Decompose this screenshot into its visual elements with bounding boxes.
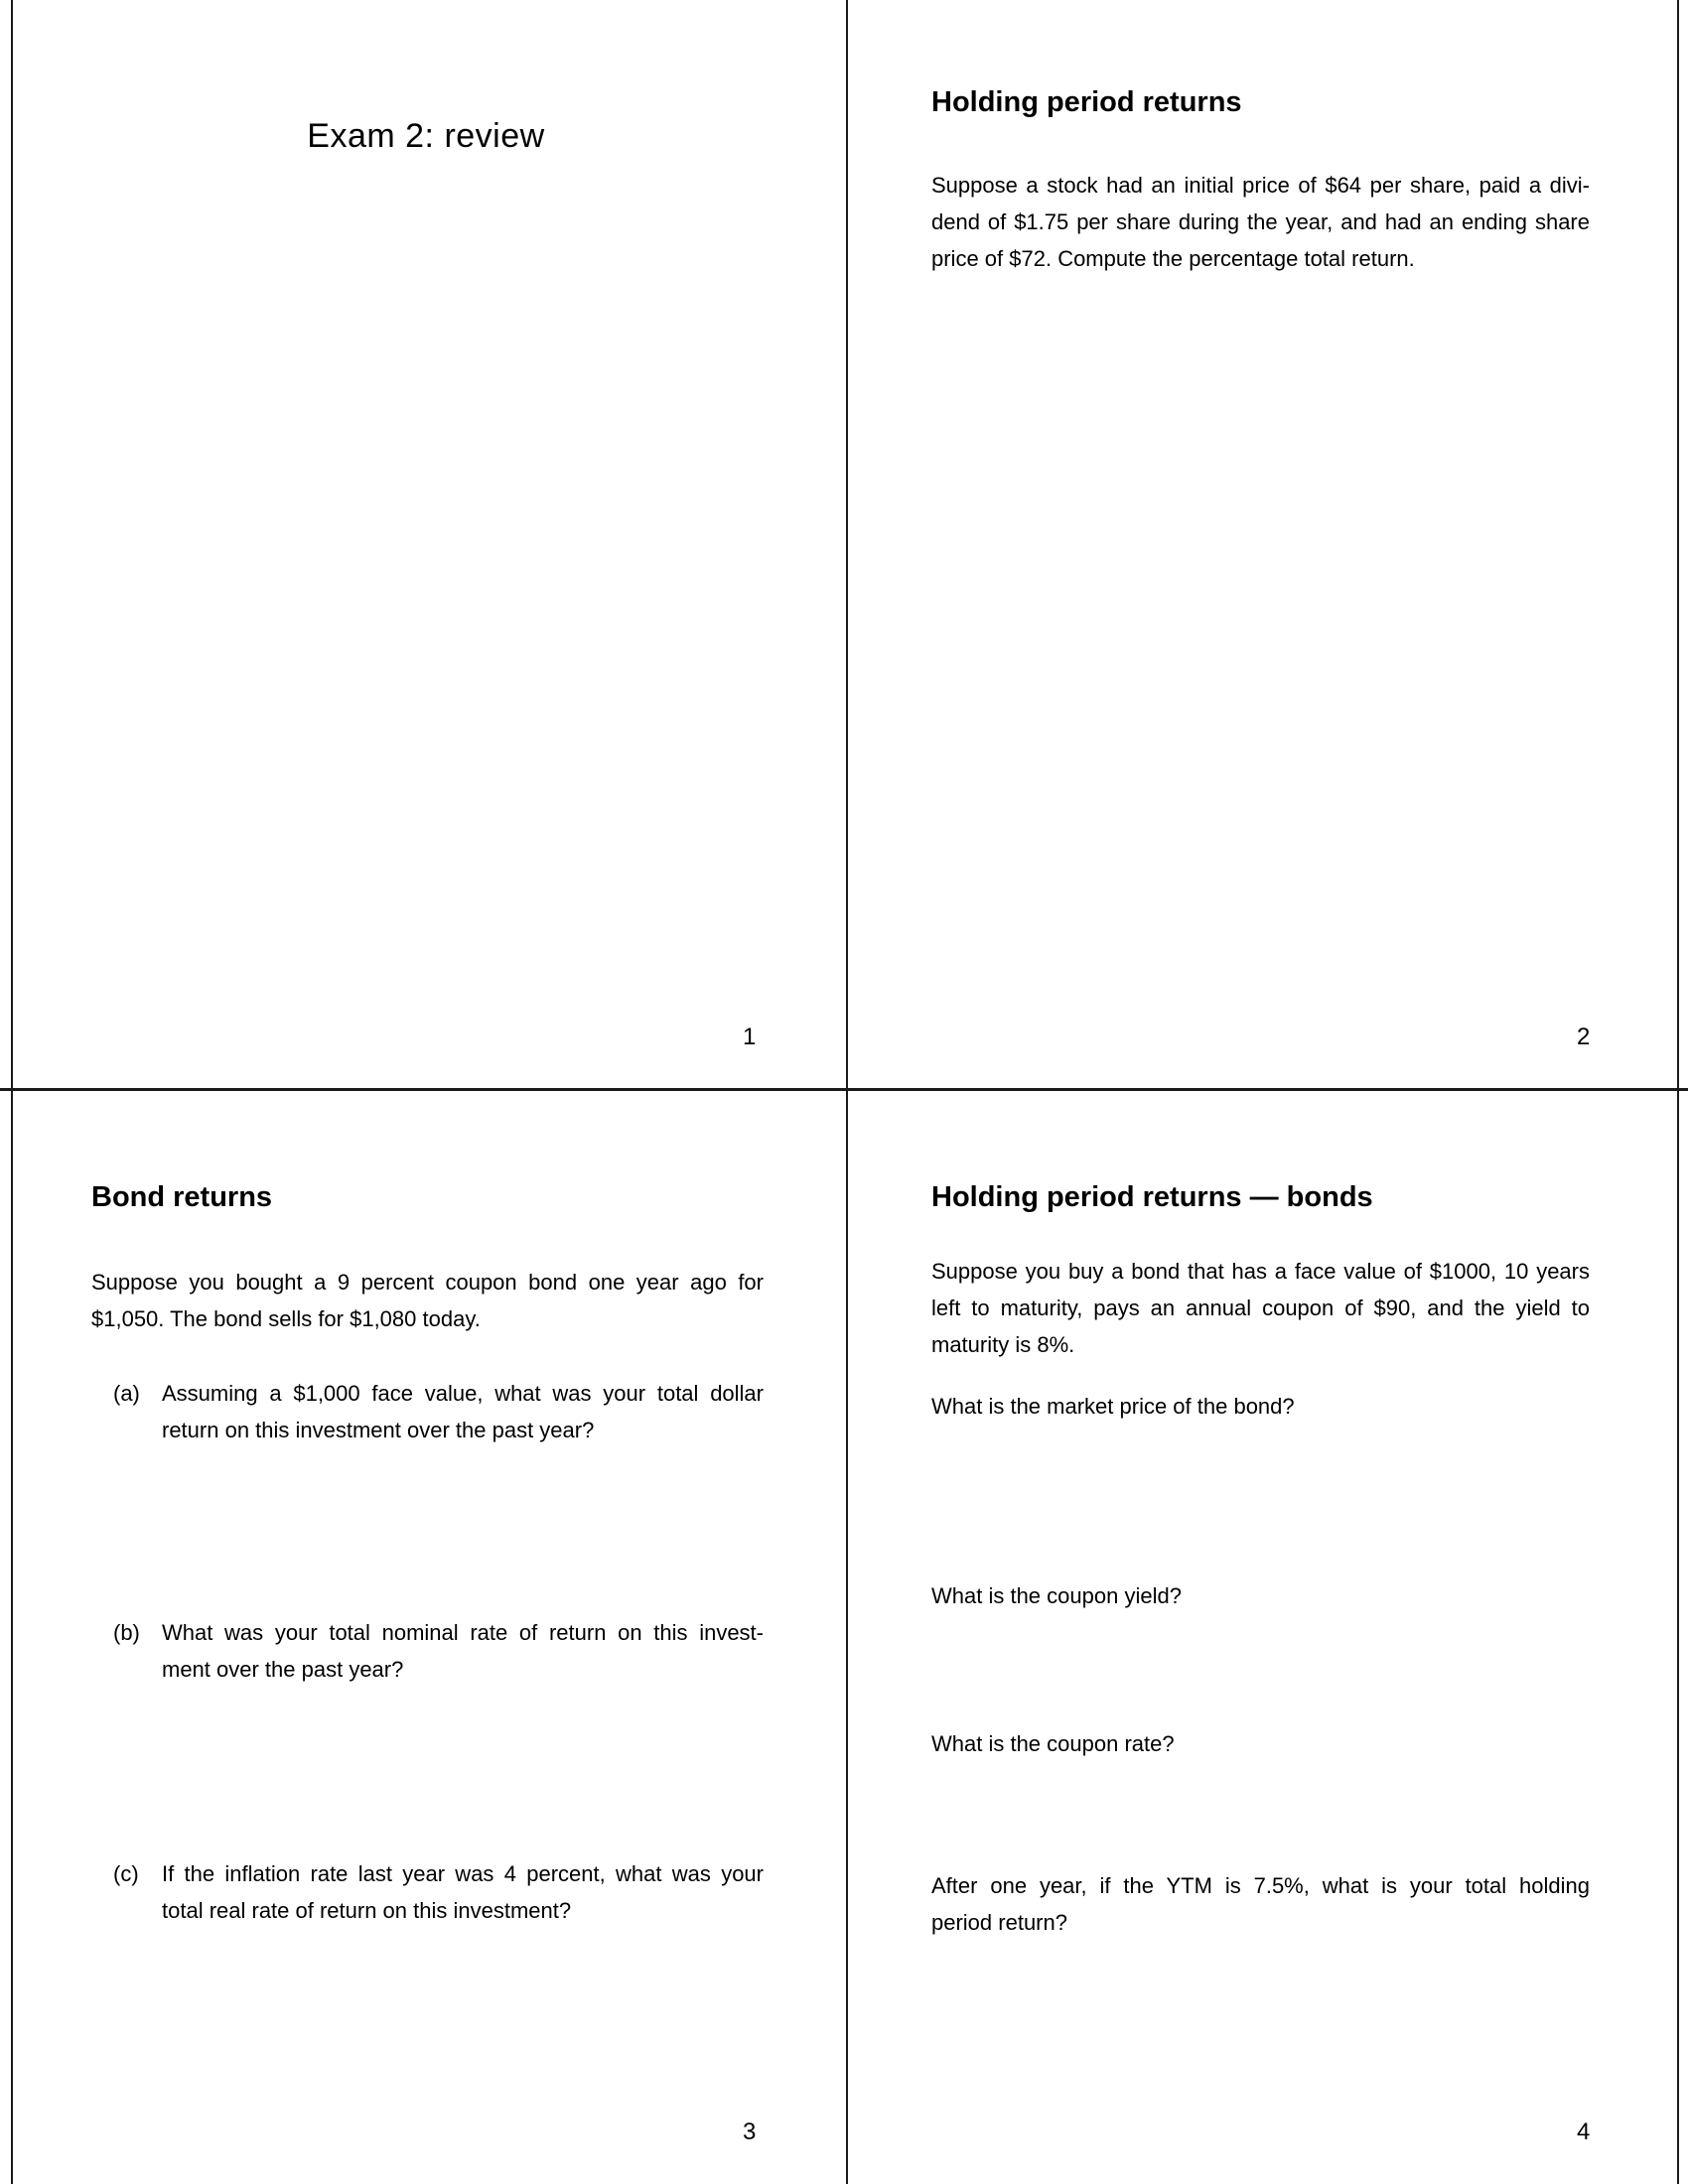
enumerate-item-b: [91, 1614, 764, 1688]
item-label-c: (c): [113, 1861, 139, 1886]
page-border-right: [1677, 0, 1679, 2184]
text-line: dend of $1.75 per share during the year, and had an ending share: [931, 209, 1590, 234]
item-label-a: (a): [113, 1381, 140, 1406]
frame-heading: Bond returns: [91, 1181, 273, 1213]
frame-heading: Holding period returns — bonds: [931, 1181, 1373, 1213]
text-line: return on this investment over the past year?: [162, 1418, 595, 1442]
question-market-price: [931, 1388, 1590, 1425]
text-line: What was your total nominal rate of return on this invest-: [162, 1620, 764, 1645]
text-line: Suppose a stock had an initial price of $64 per share, paid a divi-: [931, 173, 1590, 198]
text-line: price of $72. Compute the percentage total return.: [931, 246, 1415, 271]
text-line: Suppose you buy a bond that has a face value of $1000, 10 years: [931, 1259, 1590, 1284]
text-line: left to maturity, pays an annual coupon of $90, and the yield to: [931, 1296, 1590, 1320]
text-line: maturity is 8%.: [931, 1332, 1075, 1357]
item-label-b: (b): [113, 1620, 140, 1645]
text-line: period return?: [931, 1910, 1067, 1935]
text-line: Suppose you bought a 9 percent coupon bond one year ago for: [91, 1270, 764, 1295]
page-number-4: 4: [1577, 2118, 1591, 2145]
enumerate-item-c: [91, 1855, 764, 1929]
page-number-1: 1: [743, 1024, 757, 1050]
text-line: What is the coupon yield?: [931, 1583, 1182, 1608]
page-number-3: 3: [743, 2118, 757, 2145]
question-holding-period-return: [931, 1867, 1590, 1941]
frame-paragraph: [931, 1253, 1590, 1363]
text-line: ment over the past year?: [162, 1657, 404, 1682]
page-border-left: [11, 0, 13, 2184]
item-text: [162, 1375, 764, 1448]
question-coupon-yield: [931, 1577, 1590, 1614]
row-divider: [0, 1088, 1688, 1091]
enumerate-item-a: [91, 1375, 764, 1448]
text-line: After one year, if the YTM is 7.5%, what is your total holding: [931, 1873, 1590, 1898]
item-text: [162, 1614, 764, 1688]
text-line: total real rate of return on this investment?: [162, 1898, 572, 1923]
text-line: Assuming a $1,000 face value, what was your total dollar: [162, 1381, 764, 1406]
column-divider: [846, 0, 848, 2184]
frame-heading: Holding period returns: [931, 86, 1242, 118]
text-line: $1,050. The bond sells for $1,080 today.: [91, 1306, 481, 1331]
text-line: What is the coupon rate?: [931, 1731, 1175, 1756]
text-line: If the inflation rate last year was 4 percent, what was your: [162, 1861, 764, 1886]
frame-paragraph: [91, 1264, 764, 1337]
frame-paragraph: [931, 167, 1590, 277]
text-line: What is the market price of the bond?: [931, 1394, 1295, 1419]
question-coupon-rate: [931, 1725, 1590, 1762]
item-text: [162, 1855, 764, 1929]
page-number-2: 2: [1577, 1024, 1591, 1050]
presentation-title: Exam 2: review: [307, 117, 545, 155]
